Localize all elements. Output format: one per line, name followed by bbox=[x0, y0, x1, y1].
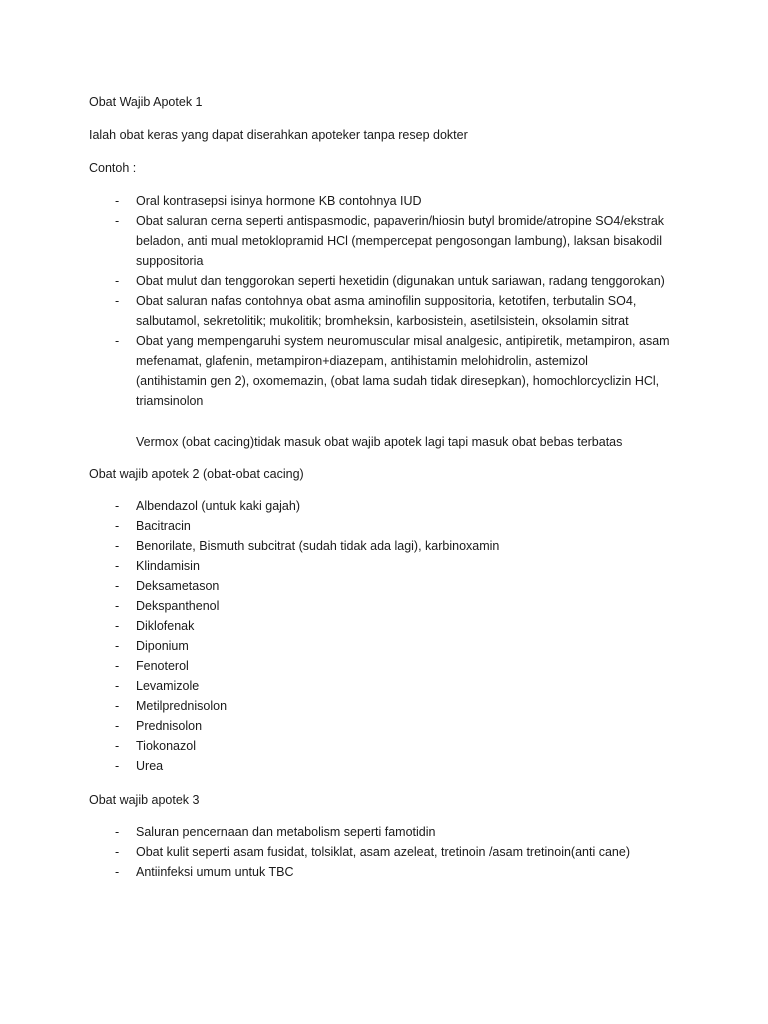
bullet-dash: - bbox=[115, 194, 120, 208]
bullet-dash: - bbox=[115, 579, 120, 593]
bullet-dash: - bbox=[115, 699, 120, 713]
list-item-text: Albendazol (untuk kaki gajah) bbox=[136, 499, 300, 513]
bullet-dash: - bbox=[115, 659, 120, 673]
list-item-text: Saluran pencernaan dan metabolism seperti famotidin bbox=[136, 825, 436, 839]
list-item-text: Benorilate, Bismuth subcitrat (sudah tidak ada lagi), karbinoxamin bbox=[136, 539, 500, 553]
bullet-dash: - bbox=[115, 519, 120, 533]
list-item bbox=[89, 736, 689, 756]
list-item-text: suppositoria bbox=[136, 254, 204, 268]
bullet-dash: - bbox=[115, 739, 120, 753]
list-item bbox=[89, 331, 689, 411]
list-item-text: Urea bbox=[136, 759, 164, 773]
bullet-dash: - bbox=[115, 559, 120, 573]
bullet-dash: - bbox=[115, 334, 120, 348]
bullet-dash: - bbox=[115, 599, 120, 613]
section2-title: Obat wajib apotek 2 (obat-obat cacing) bbox=[89, 467, 304, 481]
section3-list bbox=[89, 822, 689, 882]
list-item bbox=[89, 676, 689, 696]
list-item bbox=[89, 862, 689, 882]
list-item-text: Bacitracin bbox=[136, 519, 191, 533]
list-item-text: triamsinolon bbox=[136, 394, 204, 408]
list-item-text: Tiokonazol bbox=[136, 739, 196, 753]
list-item bbox=[89, 756, 689, 776]
list-item-text: Diklofenak bbox=[136, 619, 195, 633]
list-item-text: Dekspanthenol bbox=[136, 599, 220, 613]
list-item-text: Fenoterol bbox=[136, 659, 189, 673]
list-item-text: Obat saluran nafas contohnya obat asma aminofilin suppositoria, ketotifen, terbutalin SO4, bbox=[136, 294, 637, 308]
bullet-dash: - bbox=[115, 845, 120, 859]
list-item bbox=[89, 576, 689, 596]
bullet-dash: - bbox=[115, 639, 120, 653]
list-item bbox=[89, 716, 689, 736]
section3-title: Obat wajib apotek 3 bbox=[89, 793, 200, 807]
bullet-dash: - bbox=[115, 274, 120, 288]
list-item bbox=[89, 696, 689, 716]
list-item bbox=[89, 191, 689, 211]
section1-definition: Ialah obat keras yang dapat diserahkan apoteker tanpa resep dokter bbox=[89, 128, 468, 142]
bullet-dash: - bbox=[115, 499, 120, 513]
list-item bbox=[89, 596, 689, 616]
list-item bbox=[89, 656, 689, 676]
bullet-dash: - bbox=[115, 719, 120, 733]
bullet-dash: - bbox=[115, 759, 120, 773]
list-item bbox=[89, 496, 689, 516]
list-item-text: Deksametason bbox=[136, 579, 220, 593]
bullet-dash: - bbox=[115, 294, 120, 308]
section1-example-label: Contoh : bbox=[89, 161, 137, 175]
list-item bbox=[89, 211, 689, 271]
section1-list bbox=[89, 191, 689, 411]
list-item bbox=[89, 556, 689, 576]
list-item-text: Obat saluran cerna seperti antispasmodic, papaverin/hiosin butyl bromide/atropine SO4/ekstrak bbox=[136, 214, 665, 228]
list-item-text: Prednisolon bbox=[136, 719, 203, 733]
list-item bbox=[89, 291, 689, 331]
bullet-dash: - bbox=[115, 825, 120, 839]
list-item-text: Obat mulut dan tenggorokan seperti hexetidin (digunakan untuk sariawan, radang tenggorokan) bbox=[136, 274, 665, 288]
list-item bbox=[89, 271, 689, 291]
list-item-text: mefenamat, glafenin, metampiron+diazepam, antihistamin melohidrolin, astemizol bbox=[136, 354, 588, 368]
list-item bbox=[89, 616, 689, 636]
list-item-text: Antiinfeksi umum untuk TBC bbox=[136, 865, 294, 879]
list-item bbox=[89, 842, 689, 862]
list-item bbox=[89, 822, 689, 842]
list-item-text: Obat kulit seperti asam fusidat, tolsiklat, asam azeleat, tretinoin /asam tretinoin(anti cane) bbox=[136, 845, 630, 859]
bullet-dash: - bbox=[115, 679, 120, 693]
list-item-text: Obat yang mempengaruhi system neuromuscular misal analgesic, antipiretik, metampiron, asam bbox=[136, 334, 670, 348]
bullet-dash: - bbox=[115, 619, 120, 633]
section2-list bbox=[89, 496, 689, 776]
list-item-text: Oral kontrasepsi isinya hormone KB contohnya IUD bbox=[136, 194, 422, 208]
section1-title: Obat Wajib Apotek 1 bbox=[89, 95, 203, 109]
list-item-text: Klindamisin bbox=[136, 559, 200, 573]
list-item-text: Diponium bbox=[136, 639, 189, 653]
bullet-dash: - bbox=[115, 214, 120, 228]
list-item-text: Metilprednisolon bbox=[136, 699, 228, 713]
section1-note: Vermox (obat cacing)tidak masuk obat wajib apotek lagi tapi masuk obat bebas terbatas bbox=[136, 435, 623, 449]
list-item bbox=[89, 516, 689, 536]
bullet-dash: - bbox=[115, 865, 120, 879]
bullet-dash: - bbox=[115, 539, 120, 553]
list-item bbox=[89, 636, 689, 656]
list-item-text: Levamizole bbox=[136, 679, 200, 693]
list-item-text: (antihistamin gen 2), oxomemazin, (obat lama sudah tidak diresepkan), homochlorcyclizin HCl, bbox=[136, 374, 660, 388]
list-item-text: salbutamol, sekretolitik; mukolitik; bromheksin, karbosistein, asetilsistein, oksolamin sitrat bbox=[136, 314, 629, 328]
list-item bbox=[89, 536, 689, 556]
list-item-text: beladon, anti mual metoklopramid HCl (mempercepat pengosongan lambung), laksan bisakodil bbox=[136, 234, 662, 248]
